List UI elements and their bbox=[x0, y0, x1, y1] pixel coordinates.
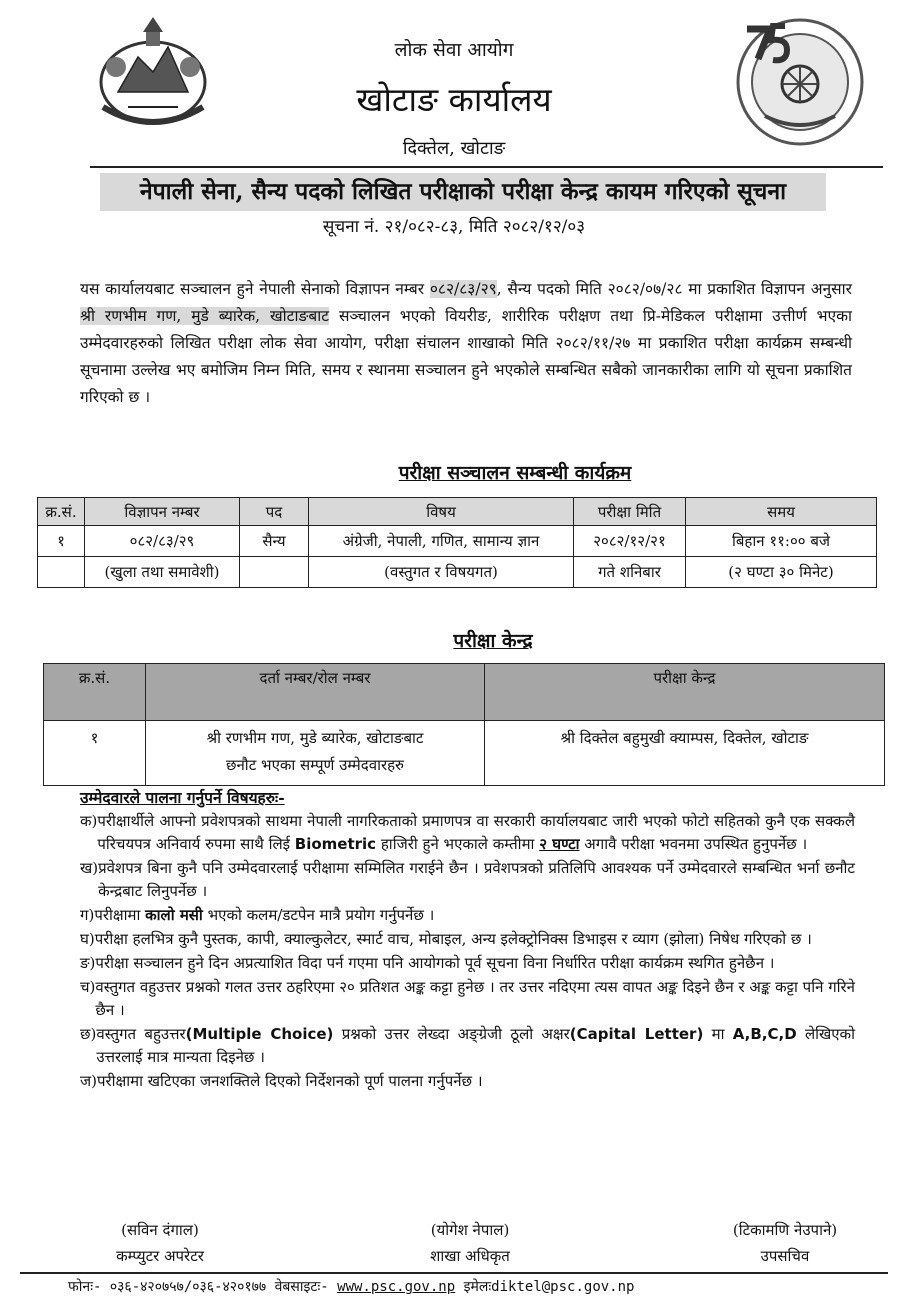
item-marker: ख) bbox=[80, 859, 99, 877]
email-link[interactable]: diktel@psc.gov.np bbox=[491, 1279, 635, 1295]
rule-text: प्रश्नको उत्तर लेख्दा अङ्ग्रेजी ठूलो अक्षर bbox=[341, 1025, 570, 1043]
cell-date: २०८२/१२/२१ bbox=[574, 526, 686, 557]
list-item bbox=[80, 810, 855, 856]
cell-empty bbox=[38, 557, 85, 588]
cell-post: सैन्य bbox=[240, 526, 309, 557]
schedule-heading: परीक्षा सञ्चालन सम्बन्धी कार्यक्रम bbox=[398, 462, 632, 484]
intro-text: यस कार्यालयबाट सञ्चालन हुने नेपाली सेनाको विज्ञापन नम्बर bbox=[80, 280, 425, 298]
rule-text: परीक्षामा bbox=[94, 906, 141, 924]
list-item bbox=[80, 928, 855, 951]
footer-contact bbox=[68, 1277, 634, 1296]
list-item bbox=[80, 976, 855, 1022]
phone-text: फोनः- ०३६-४२०७५७/०३६-४२०१७७ bbox=[68, 1279, 267, 1295]
rule-text: परीक्षार्थीले आफ्नो प्रवेशपत्रको साथमा नेपाली नागरिकताको प्रमाणपत्र वा सरकारी कार्यालयबाट जारी भएको फोटो सहितको कुनै एक सक्कलै परिचयपत्र अनिवार्य रुपमा साथै लिई bbox=[97, 812, 855, 853]
signature-block bbox=[390, 1217, 550, 1269]
signatory-title: उपसचिव bbox=[760, 1247, 810, 1265]
intro-text: , सैन्य पदको मिति २०८२/०७/२८ मा प्रकाशित विज्ञापन अनुसार bbox=[496, 280, 852, 298]
item-text: वस्तुगत वहुउत्तर प्रश्नको गलत उत्तर ठहरिएमा २० प्रतिशत अङ्क कट्टा हुनेछ । तर उत्तर नदिएमा त्यस वापत अङ्क दिइने छैन र अङ्क कट्टा पनि गरिने छैन । bbox=[95, 978, 855, 1019]
table-row bbox=[38, 557, 877, 588]
item-marker: घ) bbox=[80, 930, 95, 948]
cell-subject-type: (वस्तुगत र विषयगत) bbox=[309, 557, 574, 588]
rule-text: हाजिरी हुने भएकाले कम्तीमा bbox=[380, 835, 535, 853]
list-item bbox=[80, 857, 855, 903]
column-header: विज्ञापन नम्बर bbox=[85, 498, 240, 526]
cell-empty bbox=[240, 557, 309, 588]
office-name: खोटाङ कार्यालय bbox=[356, 80, 552, 119]
column-header: क्र.सं. bbox=[44, 664, 146, 721]
list-item bbox=[80, 1023, 855, 1069]
item-text: परीक्षा सञ्चालन हुने दिन अप्रत्याशित विदा पर्न गएमा पनि आयोगको पूर्व सूचना विना निर्धारित परीक्षा कार्यक्रम स्थगित हुनेछैन । bbox=[95, 954, 775, 972]
item-text bbox=[97, 810, 855, 856]
abcd-text: A,B,C,D bbox=[732, 1025, 797, 1043]
item-text bbox=[94, 904, 855, 927]
biometric-text: Biometric bbox=[294, 835, 377, 853]
column-header: समय bbox=[686, 498, 877, 526]
table-header-row bbox=[44, 664, 885, 721]
centre-heading: परीक्षा केन्द्र bbox=[453, 630, 533, 652]
item-marker: ङ) bbox=[80, 954, 96, 972]
rule-text: लेखिएको उत्तरलाई मात्र मान्यता दिइनेछ । bbox=[96, 1025, 855, 1066]
website-label: वेबसाइटः- bbox=[274, 1279, 329, 1295]
rules-heading: उम्मेदवारले पालना गर्नुपर्ने विषयहरुः- bbox=[80, 788, 285, 807]
email-label: इमेलः bbox=[463, 1279, 492, 1295]
signatory-name: (योगेश नेपाल) bbox=[430, 1221, 510, 1239]
cell-sn: १ bbox=[44, 721, 146, 786]
column-header: विषय bbox=[309, 498, 574, 526]
cell-sn: १ bbox=[38, 526, 85, 557]
notice-reference: सूचना नं. २१/०८२-८३, मिति २०८२/१२/०३ bbox=[322, 217, 586, 237]
notice-title: नेपाली सेना, सैन्य पदको लिखित परीक्षाको परीक्षा केन्द्र कायम गरिएको सूचना bbox=[100, 173, 826, 211]
cell-duration: (२ घण्टा ३० मिनेट) bbox=[686, 557, 877, 588]
item-text: परीक्षामा खटिएका जनशक्तिले दिएको निर्देशनको पूर्ण पालना गर्नुपर्नेछ । bbox=[96, 1072, 483, 1090]
cell-subject: अंग्रेजी, नेपाली, गणित, सामान्य ज्ञान bbox=[309, 526, 574, 557]
website-link[interactable]: www.psc.gov.np bbox=[337, 1279, 456, 1295]
organization-name: लोक सेवा आयोग bbox=[394, 39, 514, 61]
list-item bbox=[80, 1070, 855, 1093]
capital-letter-text: (Capital Letter) bbox=[569, 1025, 704, 1043]
signatory-name: (सविन दंगाल) bbox=[121, 1221, 199, 1239]
rules-list bbox=[80, 810, 855, 1094]
signatory-name: (टिकामणि नेउपाने) bbox=[732, 1221, 838, 1239]
table-row bbox=[38, 526, 877, 557]
signature-block bbox=[80, 1217, 240, 1269]
item-marker: छ) bbox=[80, 1025, 97, 1043]
item-text: प्रवेशपत्र बिना कुनै पनि उम्मेदवारलाई परीक्षामा सम्मिलित गराईने छैन । प्रवेशपत्रको प्रतिलिपि आवश्यक पर्ने उम्मेदवारले सम्बन्धित भर्ना छनौट केन्द्रबाट लिनुपर्नेछ । bbox=[98, 859, 855, 900]
rule-text: भएको कलम/डटपेन मात्रै प्रयोग गर्नुपर्नेछ । bbox=[207, 906, 435, 924]
footer-divider bbox=[20, 1272, 888, 1274]
office-address: दिक्तेल, खोटाङ bbox=[402, 138, 506, 159]
hours-text: २ घण्टा bbox=[539, 835, 580, 853]
cell-day: गते शनिबार bbox=[574, 557, 686, 588]
cell-ad-number: ०८२/८३/२९ bbox=[85, 526, 240, 557]
signature-block bbox=[695, 1217, 875, 1269]
cell-centre: श्री दिक्तेल बहुमुखी क्याम्पस, दिक्तेल, खोटाङ bbox=[485, 721, 885, 786]
column-header: क्र.सं. bbox=[38, 498, 85, 526]
item-marker: क) bbox=[80, 812, 98, 830]
cell-time: बिहान ११:०० बजे bbox=[686, 526, 877, 557]
unit-highlight: श्री रणभीम गण, मुडे ब्यारेक, खोटाङबाट bbox=[80, 307, 330, 325]
rule-text: वस्तुगत बहुउत्तर bbox=[96, 1025, 186, 1043]
centre-table bbox=[43, 663, 885, 786]
header-divider bbox=[90, 166, 883, 168]
table-row bbox=[44, 721, 885, 786]
schedule-table bbox=[37, 497, 877, 588]
rule-text: मा bbox=[711, 1025, 725, 1043]
column-header: पद bbox=[240, 498, 309, 526]
multiple-choice-text: (Multiple Choice) bbox=[185, 1025, 334, 1043]
signatory-title: शाखा अधिकृत bbox=[430, 1247, 510, 1265]
intro-text: सञ्चालन भएको वियरीङ, शारीरिक परीक्षण तथा प्रि-मेडिकल परीक्षामा उत्तीर्ण भएका उम्मेदवारहरुको लिखित परीक्षा लोक सेवा आयोग, परीक्षा संचालन शाखाको मिति २०८२/११/२७ मा प्रकाशित परीक्षा कार्यक्रम सम्बन्धी सूचनामा उल्लेख भए बमोजिम निम्न मिति, समय र स्थानमा सञ्चालन हुने भएकोले सम्बन्धित सबैको जानकारीका लागि यो सूचना प्रकाशित गरिएको छ । bbox=[80, 307, 852, 406]
item-marker: च) bbox=[80, 978, 96, 996]
column-header: परीक्षा मिति bbox=[574, 498, 686, 526]
cell-ad-type: (खुला तथा समावेशी) bbox=[85, 557, 240, 588]
table-header-row bbox=[38, 498, 877, 526]
item-marker: ग) bbox=[80, 906, 95, 924]
rule-text: अगावै परीक्षा भवनमा उपस्थित हुनुपर्नेछ । bbox=[584, 835, 808, 853]
cell-roll bbox=[146, 721, 485, 786]
roll-line-1: श्री रणभीम गण, मुडे ब्यारेक, खोटाङबाट bbox=[206, 729, 424, 747]
list-item bbox=[80, 952, 855, 975]
roll-line-2: छनौट भएका सम्पूर्ण उम्मेदवारहरु bbox=[225, 756, 405, 774]
signatory-title: कम्प्युटर अपरेटर bbox=[116, 1247, 204, 1265]
item-text: परीक्षा हलभित्र कुनै पुस्तक, कापी, क्याल्कुलेटर, स्मार्ट वाच, मोबाइल, अन्य इलेक्ट्रोनिक्स डिभाइस र व्याग (झोला) निषेध गरिएको छ । bbox=[94, 930, 812, 948]
item-marker: ज) bbox=[80, 1072, 97, 1090]
column-header: परीक्षा केन्द्र bbox=[485, 664, 885, 721]
intro-paragraph bbox=[80, 276, 852, 411]
list-item bbox=[80, 904, 855, 927]
ad-number-highlight: ०८२/८३/२९ bbox=[429, 280, 497, 298]
column-header: दर्ता नम्बर/रोल नम्बर bbox=[146, 664, 485, 721]
black-ink-text: कालो मसी bbox=[145, 906, 203, 924]
item-text bbox=[96, 1023, 855, 1069]
